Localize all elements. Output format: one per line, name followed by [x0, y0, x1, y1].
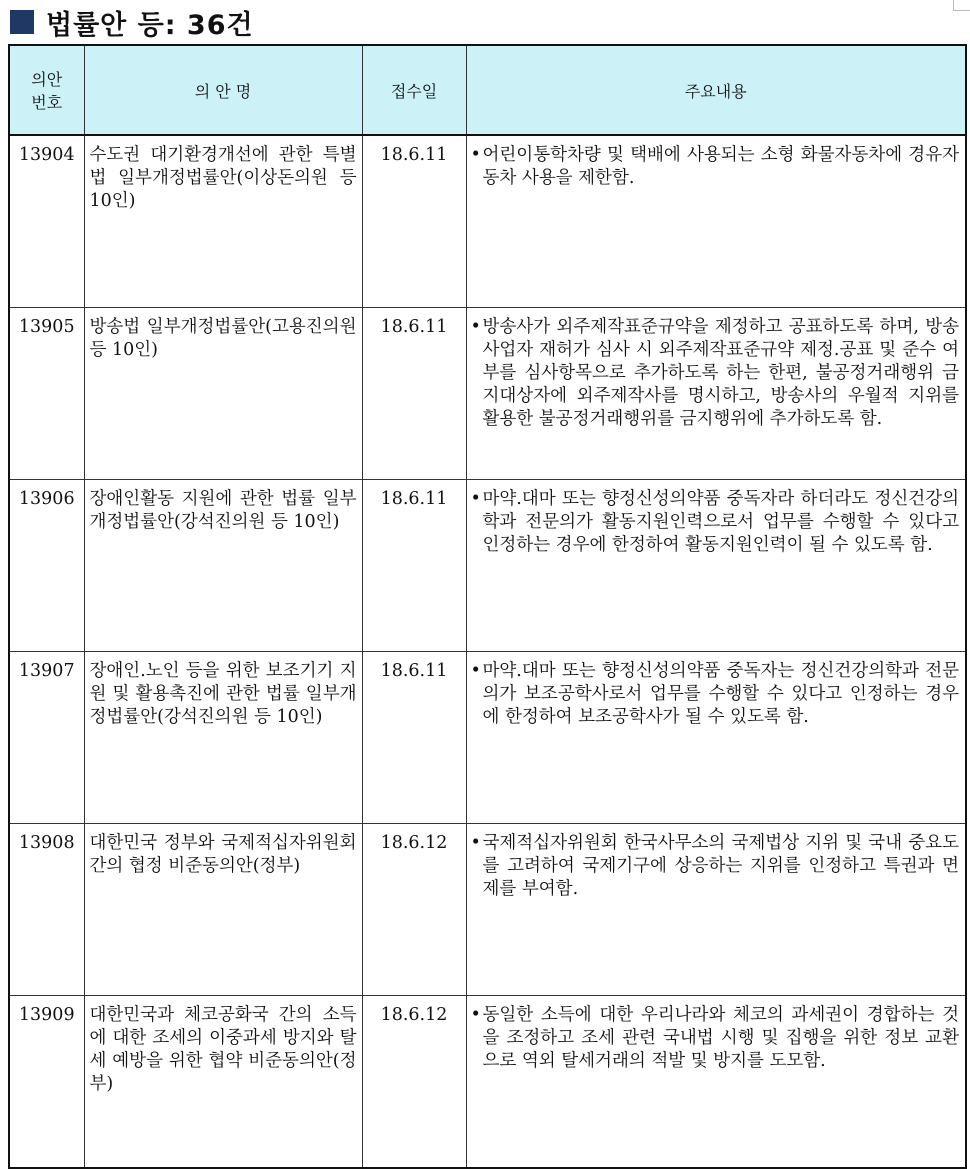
- bill-name: 방송법 일부개정법률안(고용진의원 등 10인): [84, 308, 362, 480]
- receipt-date: 18.6.11: [362, 135, 466, 308]
- heading-title: 법률안 등: 36건: [46, 9, 254, 41]
- table-row: [9, 652, 966, 824]
- header-receipt-date: 접수일: [362, 45, 466, 135]
- header-main-content: 주요내용: [466, 45, 966, 135]
- summary-text: 어린이통학차량 및 택배에 사용되는 소형 화물자동차에 경유자동차 사용을 제한함.: [482, 145, 959, 188]
- bullet-mark: •: [470, 833, 481, 853]
- bullet-mark: •: [470, 661, 481, 681]
- table-row: [9, 824, 966, 996]
- bill-name: 장애인.노인 등을 위한 보조기기 지원 및 활용촉진에 관한 법률 일부개정법률안(강석진의원 등 10인): [84, 652, 362, 824]
- main-content: [466, 824, 966, 996]
- table-row: [9, 996, 966, 1169]
- bills-table: [8, 44, 967, 1169]
- bullet-mark: •: [470, 1005, 481, 1025]
- section-heading: [10, 2, 254, 42]
- table-header-row: [9, 45, 966, 135]
- main-content: [466, 308, 966, 480]
- page-corner-mark: [953, 0, 970, 11]
- bullet-mark: •: [470, 145, 481, 165]
- bill-name: 수도권 대기환경개선에 관한 특별법 일부개정법률안(이상돈의원 등 10인): [84, 135, 362, 308]
- summary-text: 마약.대마 또는 향정신성의약품 중독자라 하더라도 정신건강의학과 전문의가 활동지원인력으로서 업무를 수행할 수 있다고 인정하는 경우에 한정하여 활동지원인력이 될 수 있도록 함.: [482, 489, 959, 555]
- bullet-mark: •: [470, 317, 481, 337]
- bill-number: 13908: [9, 824, 84, 996]
- header-bill-number-line-1: 의안: [31, 70, 63, 89]
- summary-text: 마약.대마 또는 향정신성의약품 중독자는 정신건강의학과 전문의가 보조공학사로서 업무를 수행할 수 있다고 인정하는 경우에 한정하여 보조공학사가 될 수 있도록 함.: [482, 661, 959, 727]
- bill-name: 장애인활동 지원에 관한 법률 일부개정법률안(강석진의원 등 10인): [84, 480, 362, 652]
- bill-number: 13907: [9, 652, 84, 824]
- header-bill-name: 의 안 명: [84, 45, 362, 135]
- table-row: [9, 480, 966, 652]
- heading-square-icon: [10, 10, 34, 34]
- receipt-date: 18.6.11: [362, 308, 466, 480]
- bullet-mark: •: [470, 489, 481, 509]
- bill-name: 대한민국 정부와 국제적십자위원회 간의 협정 비준동의안(정부): [84, 824, 362, 996]
- main-content: [466, 480, 966, 652]
- receipt-date: 18.6.11: [362, 652, 466, 824]
- summary-text: 방송사가 외주제작표준규약을 제정하고 공표하도록 하며, 방송사업자 재허가 심사 시 외주제작표준규약 제정.공표 및 준수 여부를 심사항목으로 추가하도록 하는 한편, 불공정거래행위 금지대상자에 외주제작사를 명시하고, 방송사의 우월적 지위를 활용한 불공정거래행위를 금지행위에 추가하도록 함.: [482, 317, 959, 429]
- main-content: [466, 135, 966, 308]
- receipt-date: 18.6.12: [362, 824, 466, 996]
- header-bill-number: [9, 45, 84, 135]
- bill-name: 대한민국과 체코공화국 간의 소득에 대한 조세의 이중과세 방지와 탈세 예방을 위한 협약 비준동의안(정부): [84, 996, 362, 1169]
- header-bill-number-line-2: 번호: [31, 93, 63, 112]
- bill-number: 13906: [9, 480, 84, 652]
- bill-number: 13909: [9, 996, 84, 1169]
- bill-number: 13905: [9, 308, 84, 480]
- table-row: [9, 135, 966, 308]
- summary-text: 동일한 소득에 대한 우리나라와 체코의 과세권이 경합하는 것을 조정하고 조세 관련 국내법 시행 및 집행을 위한 정보 교환으로 역외 탈세거래의 적발 및 방지를 도모함.: [482, 1005, 959, 1071]
- main-content: [466, 996, 966, 1169]
- bill-number: 13904: [9, 135, 84, 308]
- main-content: [466, 652, 966, 824]
- table-row: [9, 308, 966, 480]
- receipt-date: 18.6.12: [362, 996, 466, 1169]
- summary-text: 국제적십자위원회 한국사무소의 국제법상 지위 및 국내 중요도를 고려하여 국제기구에 상응하는 지위를 인정하고 특권과 면제를 부여함.: [482, 833, 959, 899]
- receipt-date: 18.6.11: [362, 480, 466, 652]
